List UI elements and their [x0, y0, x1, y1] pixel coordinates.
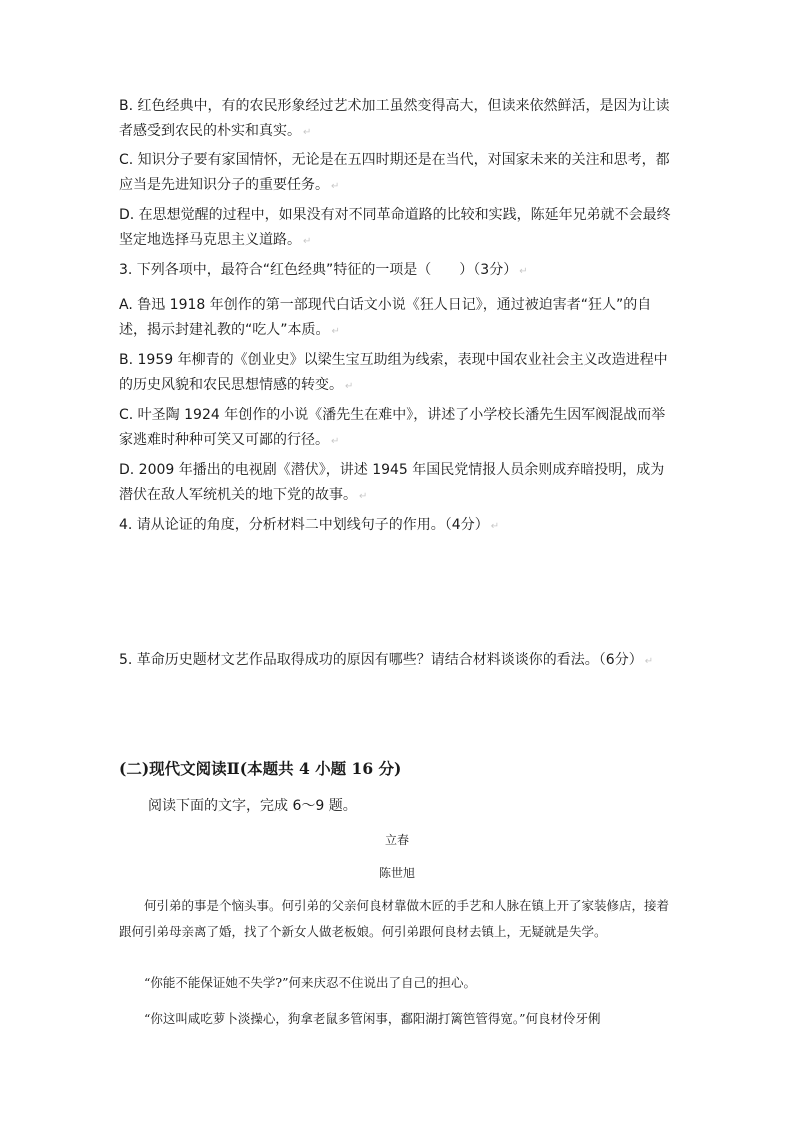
story-paragraph: “你这叫咸吃萝卜淡操心，狗拿老鼠多管闲事，鄱阳湖打篱笆管得宽。”何良材伶牙俐 — [144, 1011, 601, 1026]
question-4: 4. 请从论证的角度，分析材料二中划线句子的作用。（4分） ↵ — [119, 517, 500, 533]
reading-instruction: 阅读下面的文字，完成 6～9 题。 — [148, 798, 357, 814]
option-c-prev: C. 知识分子要有家国情怀，无论是在五四时期还是在当代，对国家未来的关注和思考，都应当是先进知识分子的重要任务。 ↵ — [119, 152, 670, 193]
option-d-prev: D. 在思想觉醒的过程中，如果没有对不同革命道路的比较和实践，陈延年兄弟就不会最终坚定地选择马克思主义道路。 ↵ — [119, 207, 671, 248]
story-paragraph: 何引弟的事是个恼头事。何引弟的父亲何良材靠做木匠的手艺和人脉在镇上开了家装修店，接着跟何引弟母亲离了婚，找了个新女人做老板娘。何引弟跟何良材去镇上，无疑就是失学。 — [119, 898, 670, 939]
question-3-option-d: D. 2009 年播出的电视剧《潜伏》，讲述 1945 年国民党情报人员余则成弃暗投明，成为潜伏在敌人军统机关的地下党的故事。 ↵ — [119, 462, 665, 503]
story-paragraph: “你能不能保证她不失学?”何来庆忍不住说出了自己的担心。 — [144, 975, 476, 990]
question-3-stem: 3. 下列各项中，最符合“红色经典”特征的一项是（ ）（3分） ↵ — [119, 262, 528, 278]
question-3-option-a: A. 鲁迅 1918 年创作的第一部现代白话文小说《狂人日记》，通过被迫害者“狂人”的自述，揭示封建礼教的“吃人”本质。 ↵ — [119, 297, 652, 338]
question-3-option-c: C. 叶圣陶 1924 年创作的小说《潘先生在难中》，讲述了小学校长潘先生因军阀混战而举家逃难时种种可笑又可鄙的行径。 ↵ — [119, 407, 666, 448]
question-5: 5. 革命历史题材文艺作品取得成功的原因有哪些？请结合材料谈谈你的看法。（6分） ↵ — [119, 652, 654, 668]
option-b-prev: B. 红色经典中，有的农民形象经过艺术加工虽然变得高大，但读来依然鲜活，是因为让读者感受到农民的朴实和真实。 ↵ — [119, 98, 670, 139]
story-author: 陈世旭 — [378, 866, 415, 880]
question-3-option-b: B. 1959 年柳青的《创业史》以梁生宝互助组为线索，表现中国农业社会主义改造进程中的历史风貌和农民思想情感的转变。 ↵ — [119, 352, 668, 393]
section-heading: (二)现代文阅读Ⅱ(本题共 4 小题 16 分) — [119, 759, 402, 778]
story-title: 立春 — [384, 833, 409, 847]
